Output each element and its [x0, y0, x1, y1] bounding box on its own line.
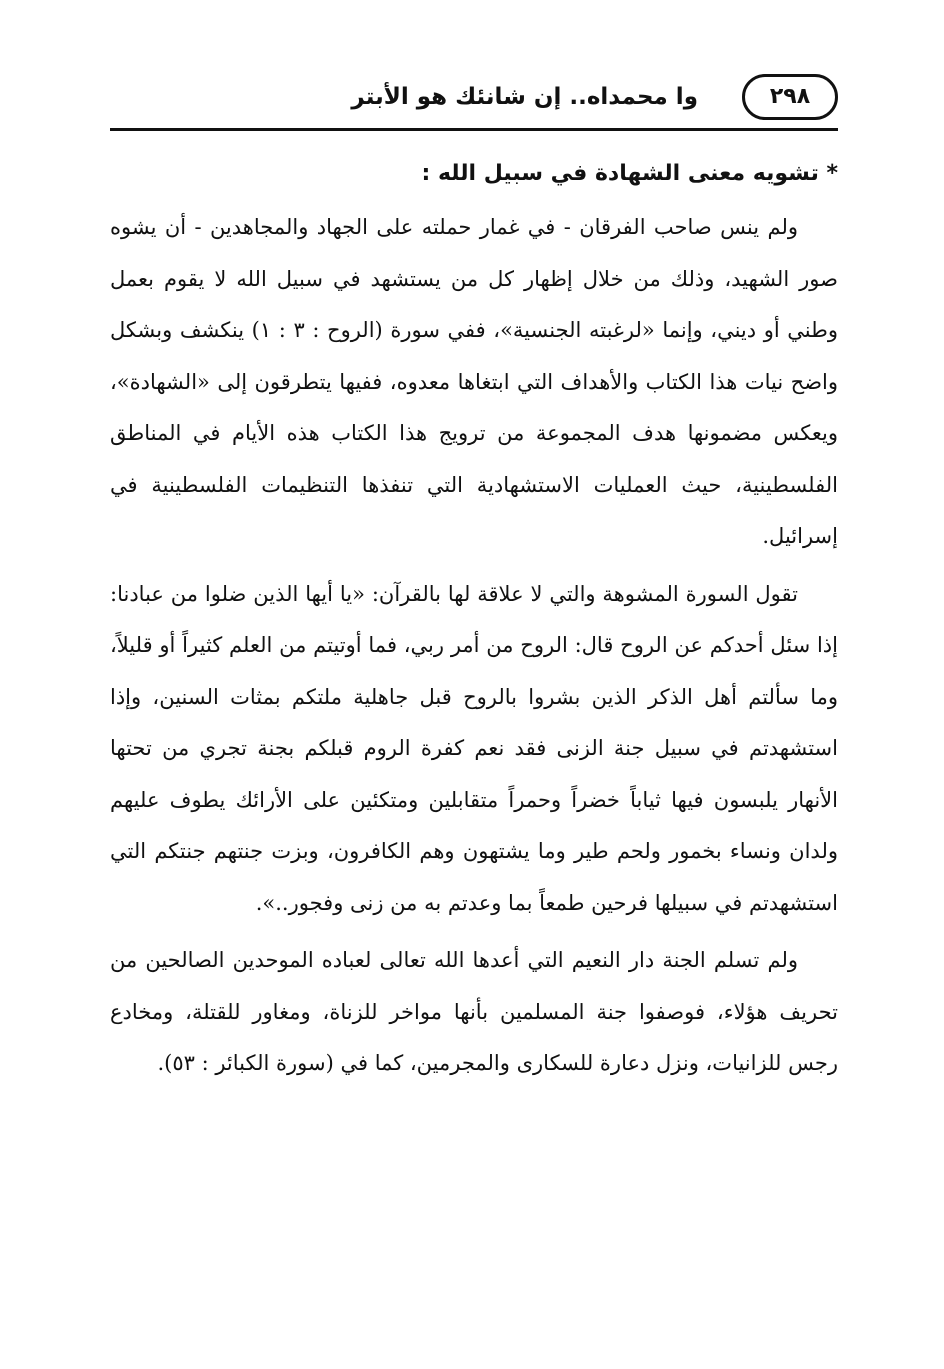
- paragraph-1: ولم ينس صاحب الفرقان - في غمار حملته على الجهاد والمجاهدين - أن يشوه صور الشهيد، وذلك من خلال إظهار كل من يستشهد في سبيل الله لا يقوم بعمل وطني أو ديني، وإنما «لرغبته الجنسية»، ففي سورة (الروح : ٣ : ١) ينكشف وبشكل واضح نيات هذا الكتاب والأهداف التي ابتغاها معدوه، ففيها يتطرقون إلى «الشهادة»، ويعكس مضمونها هدف المجموعة من ترويج هذا الكتاب هذه الأيام في المناطق الفلسطينية، حيث العمليات الاستشهادية التي تنفذها التنظيمات الفلسطينية في إسرائيل.: [110, 215, 838, 548]
- section-heading: * تشويه معنى الشهادة في سبيل الله :: [421, 161, 838, 186]
- running-title: وا محمداه.. إن شانئك هو الأبتر: [351, 84, 698, 110]
- header-divider: [110, 128, 838, 131]
- paragraph-3: ولم تسلم الجنة دار النعيم التي أعدها الله تعالى لعباده الموحدين الصالحين من تحريف هؤلاء، فوصفوا جنة المسلمين بأنها مواخر للزناة، ومغاور للقتلة، ومخادع رجس للزانيات، ونزل دعارة للسكارى والمجرمين، كما في (سورة الكبائر : ٥٣).: [110, 948, 838, 1075]
- page-number: ٢٩٨: [742, 74, 838, 120]
- page-body: [110, 150, 838, 1096]
- paragraph-2: تقول السورة المشوهة والتي لا علاقة لها بالقرآن: «يا أيها الذين ضلوا من عبادنا: إذا سئل أحدكم عن الروح قال: الروح من أمر ربي، فما أوتيتم من العلم كثيراً أو قليلاً، وما سألتم أهل الذكر الذين بشروا بالروح قبل جاهلية ملتكم بمثات السنين، وإذا استشهدتم في سبيل جنة الزنى فقد نعم كفرة الروم قبلكم بجنة تجري من تحتها الأنهار يلبسون فيها ثياباً خضراً وحمراً متقابلين ومتكئين على الأرائك يطوف عليهم ولدان ونساء بخمور ولحم طير وما يشتهون وهم الكافرون، وبزت جنتهم جنتكم التي استشهدتم في سبيلها فرحين طمعاً بما وعدتم به من زنى وفجور..».: [110, 581, 838, 915]
- page-header: [110, 74, 838, 134]
